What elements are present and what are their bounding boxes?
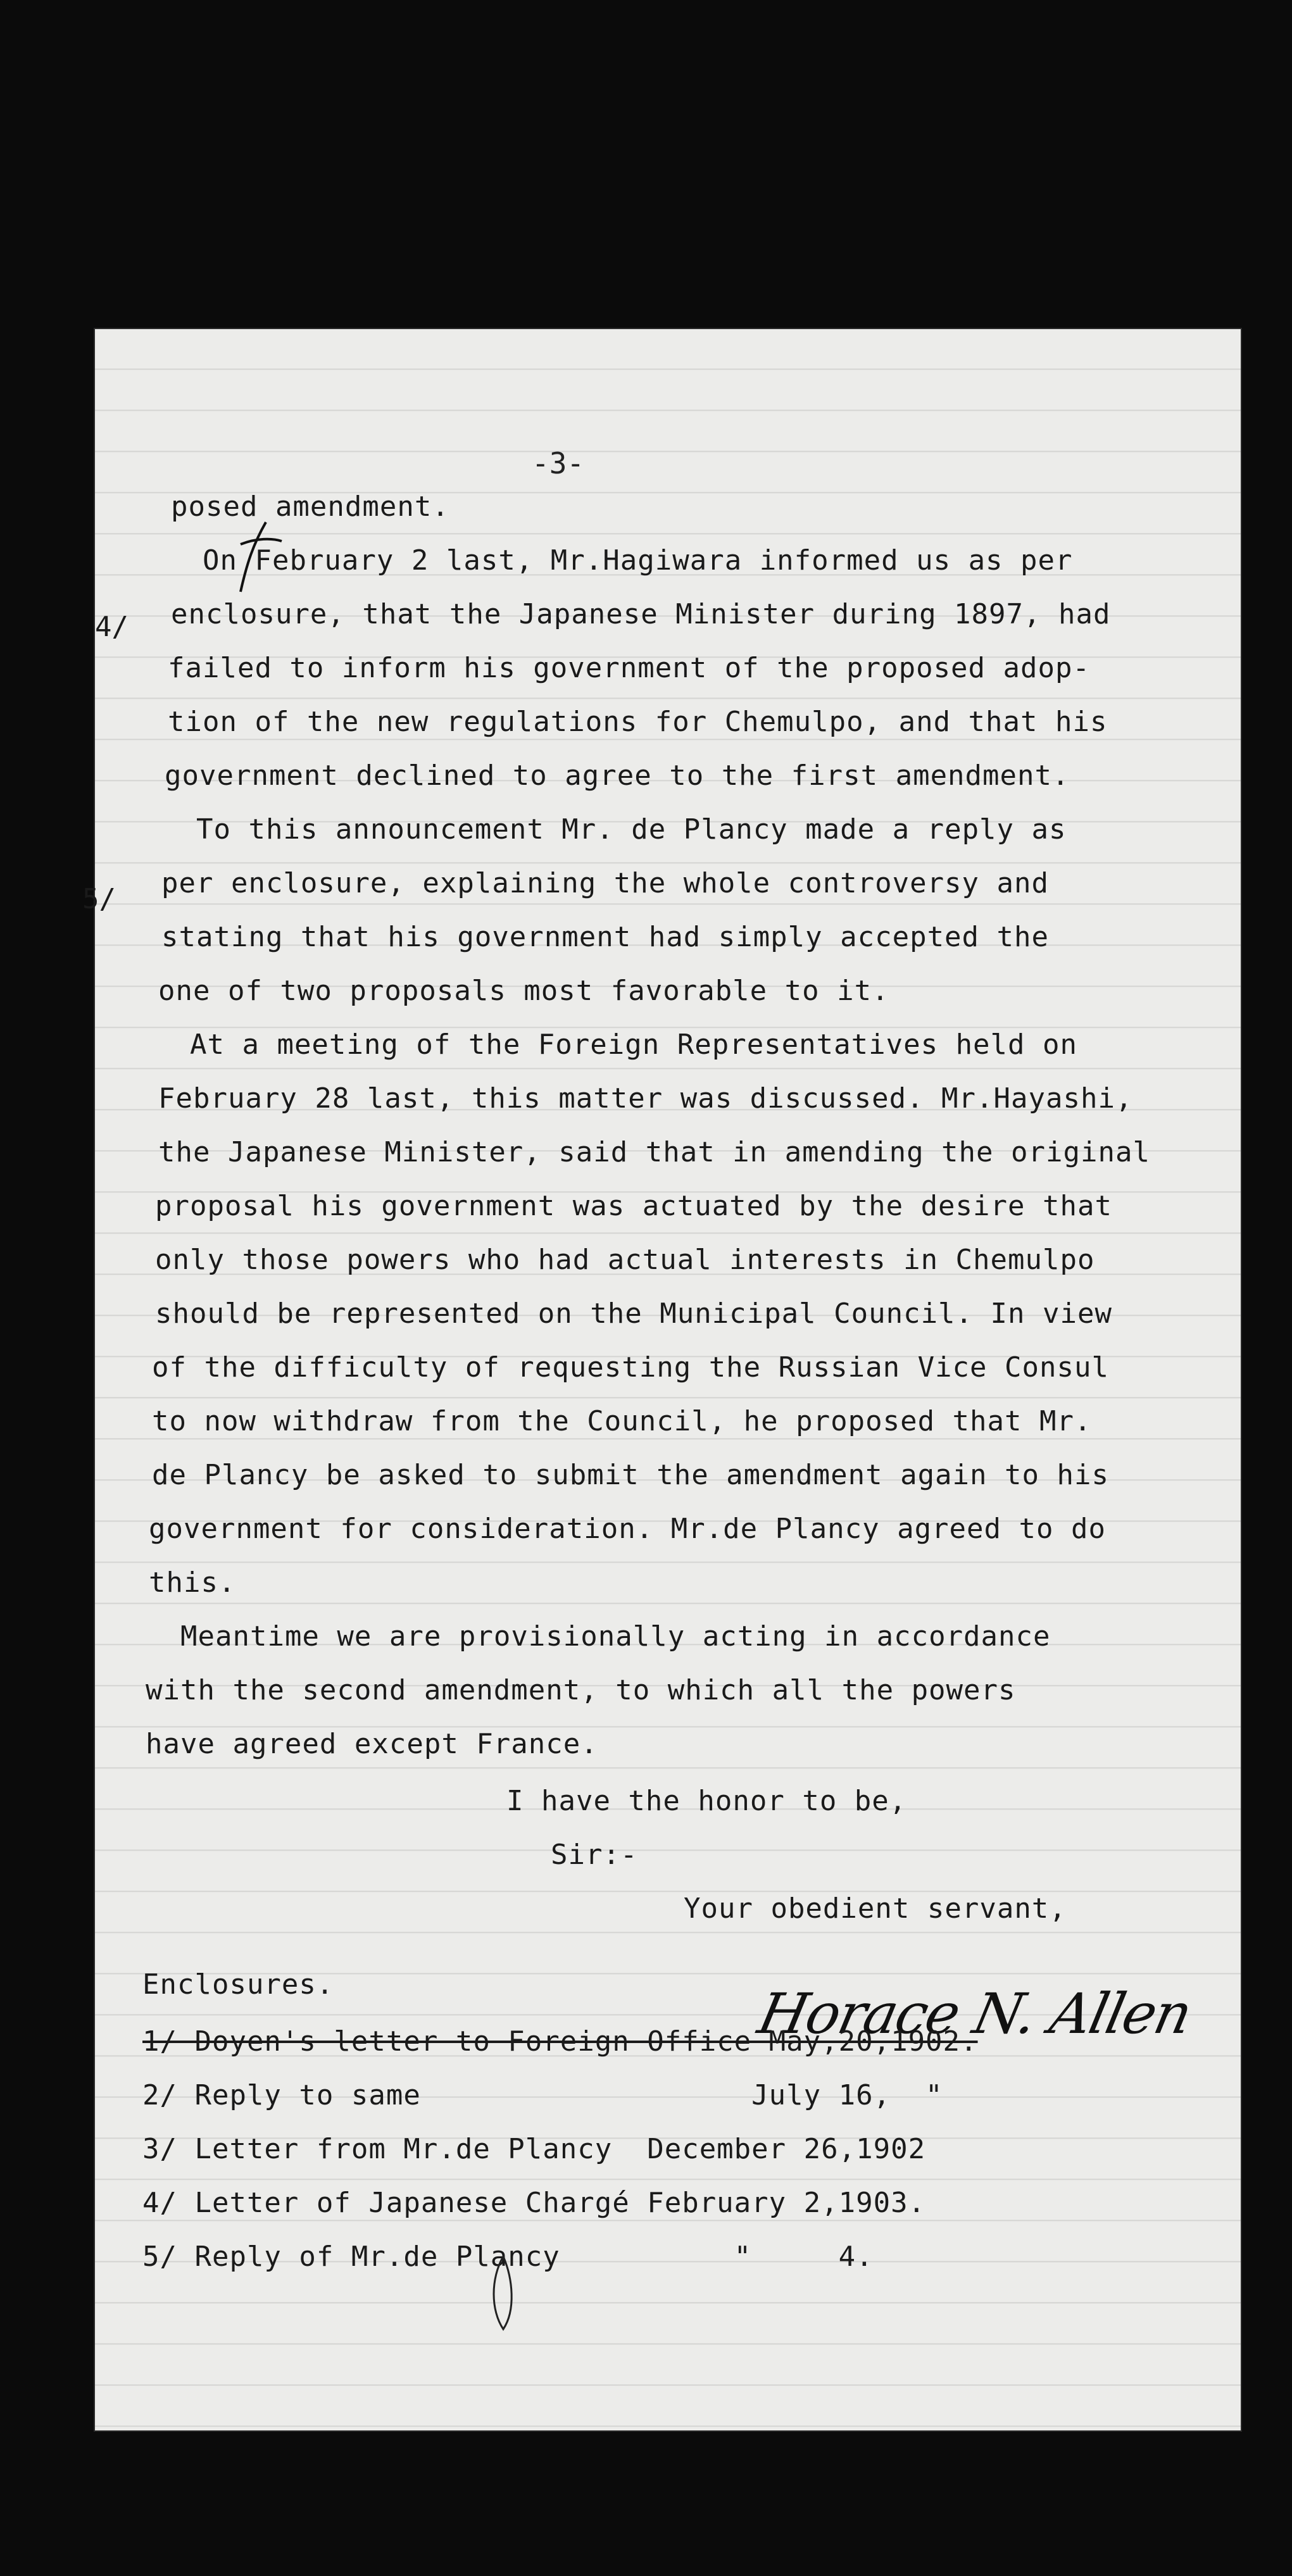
ink-mark-icon (228, 519, 285, 595)
document-page (82, 329, 1241, 2430)
text-line: de Plancy be asked to submit the amendment again to his (152, 1459, 1109, 1491)
text-line: should be represented on the Municipal Council. In view (155, 1297, 1112, 1330)
text-line: of the difficulty of requesting the Russian Vice Consul (152, 1351, 1109, 1384)
signature-text: Horace N. Allen (753, 1981, 1197, 2046)
text-line: with the second amendment, to which all the powers (146, 1674, 1016, 1706)
text-line: government for consideration. Mr.de Plancy agreed to do (149, 1513, 1106, 1545)
text-line: On February 2 last, Mr.Hagiwara informed us as per (203, 544, 1073, 577)
enclosure-item: 4/ Letter of Japanese Chargé February 2,1903. (142, 2187, 926, 2219)
text-line: this. (149, 1566, 236, 1599)
enclosures-heading: Enclosures. (142, 1968, 334, 2001)
text-line: enclosure, that the Japanese Minister during 1897, had (171, 598, 1111, 630)
enclosure-item: 3/ Letter from Mr.de Plancy December 26,1902 (142, 2133, 926, 2165)
text-line: stating that his government had simply accepted the (161, 921, 1050, 953)
text-line: February 28 last, this matter was discussed. Mr.Hayashi, (158, 1082, 1133, 1115)
text-line: tion of the new regulations for Chemulpo, and that his (168, 706, 1108, 738)
enclosure-item: 2/ Reply to same July 16, " (142, 2079, 943, 2111)
text-line: government declined to agree to the first amendment. (165, 760, 1070, 792)
enclosure-item: 5/ Reply of Mr.de Plancy " 4. (142, 2241, 874, 2273)
text-line: At a meeting of the Foreign Representatives held on (190, 1029, 1078, 1061)
text-line: posed amendment. (171, 491, 449, 523)
closing-honor: I have the honor to be, (506, 1785, 907, 1817)
text-line: have agreed except France. (146, 1728, 598, 1760)
margin-note-4: 4/ (95, 611, 129, 643)
closing-salutation: Sir:- (551, 1839, 638, 1871)
text-line: per enclosure, explaining the whole controversy and (161, 867, 1050, 899)
closing-servant: Your obedient servant, (684, 1892, 1067, 1925)
text-line: one of two proposals most favorable to it. (158, 975, 889, 1007)
ink-loop-icon (484, 2253, 522, 2335)
text-line: the Japanese Minister, said that in amending the original (158, 1136, 1150, 1168)
text-line: To this announcement Mr. de Plancy made a reply as (196, 813, 1067, 846)
margin-note-5: 5/ (82, 883, 116, 915)
text-line: to now withdraw from the Council, he proposed that Mr. (152, 1405, 1092, 1437)
text-line: failed to inform his government of the proposed adop- (168, 652, 1090, 684)
text-line: proposal his government was actuated by the desire that (155, 1190, 1112, 1222)
text-line: Meantime we are provisionally acting in accordance (180, 1620, 1051, 1653)
page-number: -3- (532, 446, 585, 480)
enclosure-item: 1/ Doyen's letter to Foreign Office May,20,1902. (142, 2025, 978, 2058)
text-line: only those powers who had actual interests in Chemulpo (155, 1244, 1095, 1276)
